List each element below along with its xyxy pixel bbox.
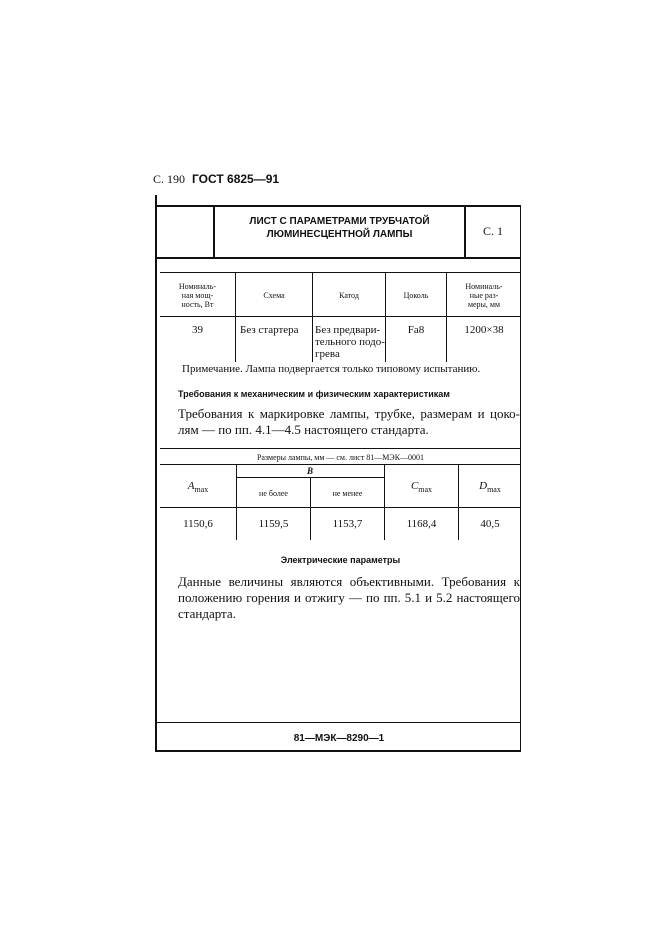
dims-table-title-bottom: [160, 464, 521, 465]
params-col-divider-1: [235, 272, 236, 362]
header-box-top: [157, 205, 521, 207]
sheet-title-line-2: ЛЮМИНЕСЦЕНТНОЙ ЛАМПЫ: [266, 229, 413, 240]
page-number: С. 190: [153, 172, 186, 186]
paragraph-mechanical-line-2: лям — по пп. 4.1—4.5 настоящего стандарта.: [178, 422, 429, 437]
standard-code: ГОСТ 6825—91: [192, 172, 280, 186]
sheet-title: [215, 215, 464, 241]
dims-header-b-min: не менее: [332, 489, 363, 498]
page-header: [153, 172, 279, 187]
paragraph-electrical-line-2: положению горения и отжигу — по пп. 5.1 и 5.2 настоящего: [178, 590, 520, 605]
params-header-cathode: Катод: [339, 291, 359, 300]
params-table-header-bottom: [160, 316, 521, 317]
section-heading-mechanical: Требования к механическим и физическим характеристикам: [178, 389, 450, 399]
paragraph-electrical: [178, 574, 520, 622]
dims-col-divider-2: [310, 477, 311, 540]
params-header-base: Цоколь: [403, 291, 429, 300]
dims-header-d: $D_{max}$: [479, 480, 501, 495]
dims-table-title: Размеры лампы, мм — см. лист 81—МЭК—0001: [256, 453, 425, 462]
params-value-base: Fa8: [407, 324, 425, 336]
dims-value-d: 40,5: [480, 518, 500, 530]
footer-top-line: [157, 722, 521, 723]
paragraph-mechanical: [178, 406, 520, 438]
paragraph-electrical-line-1: Данные величины являются объективными. Требования к: [178, 574, 520, 589]
params-value-cathode: Без предвари- тельного подо- грева: [315, 324, 385, 360]
dims-value-c: 1168,4: [406, 518, 437, 530]
dims-header-c: $C_{max}$: [410, 480, 433, 495]
frame-left-line: [155, 195, 157, 751]
dims-value-b-min: 1153,7: [332, 518, 363, 530]
params-value-scheme: Без стартера: [240, 324, 299, 336]
params-header-size: Номиналь- ные раз- меры, мм: [465, 282, 503, 309]
params-value-size: 1200×38: [464, 324, 504, 336]
note: Примечание. Лампа подвергается только типовому испытанию.: [182, 363, 481, 375]
section-heading-electrical: Электрические параметры: [280, 555, 401, 565]
dims-value-a: 1150,6: [183, 518, 213, 530]
params-table-top: [160, 272, 521, 273]
dims-header-bottom: [160, 507, 521, 508]
params-header-power: Номиналь- ная мощ- ность, Вт: [178, 282, 217, 309]
paragraph-mechanical-line-1: Требования к маркировке лампы, трубке, размерам и цоко-: [178, 406, 520, 421]
sheet-title-line-1: ЛИСТ С ПАРАМЕТРАМИ ТРУБЧАТОЙ: [249, 216, 430, 227]
params-value-power: 39: [192, 324, 203, 336]
dims-header-a: $A_{max}$: [187, 480, 209, 495]
dims-header-b: B: [306, 466, 313, 476]
header-box-bottom: [157, 257, 521, 259]
footer-sheet-code: 81—МЭК—8290—1: [293, 733, 385, 744]
params-header-scheme: Схема: [263, 291, 285, 300]
params-col-divider-2: [312, 272, 313, 362]
sheet-number: С. 1: [482, 224, 503, 238]
params-col-divider-3: [385, 272, 386, 362]
footer-bottom-line: [155, 750, 521, 752]
dims-value-b-max: 1159,5: [258, 518, 289, 530]
dims-table-top: [160, 448, 521, 449]
dims-header-b-max: не более: [259, 489, 288, 498]
paragraph-electrical-line-3: стандарта.: [178, 606, 236, 621]
